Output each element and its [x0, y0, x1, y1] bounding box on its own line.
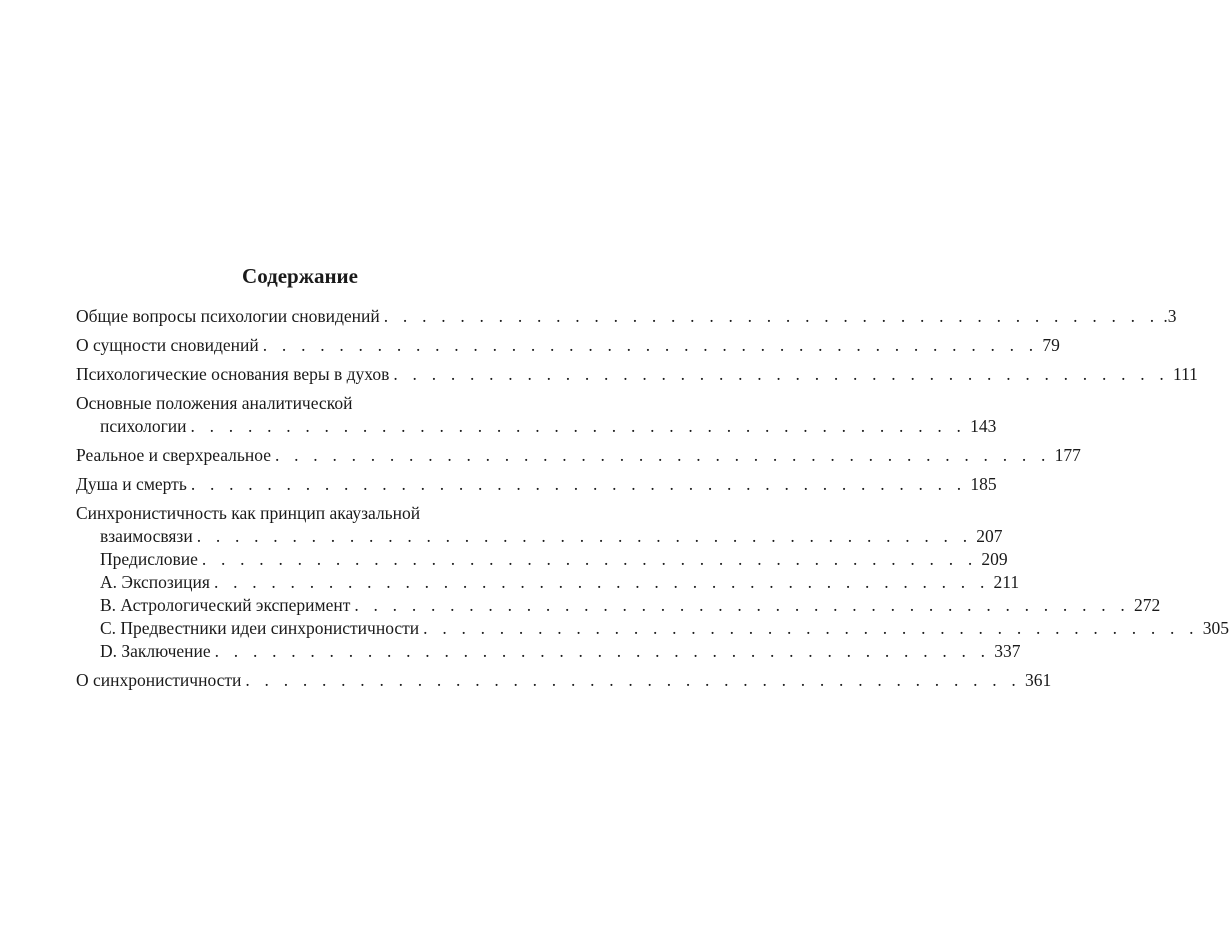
toc-entry-page: 211: [993, 572, 1020, 592]
toc-entry-label: О синхронистичности: [76, 670, 242, 690]
toc-entry[interactable]: [76, 473, 997, 496]
toc-entry-label: Психологические основания веры в духов: [76, 364, 390, 384]
toc-entry-page: 177: [1054, 445, 1081, 465]
toc-subentry[interactable]: [76, 640, 1021, 663]
toc-subentry[interactable]: [76, 594, 1161, 617]
toc-entry[interactable]: [76, 444, 1081, 467]
toc-subentry[interactable]: [76, 571, 1020, 594]
dot-leader: . . . . . . . . . . . . . . . . . . . . . . . . . . . . . . . . . . . . . . . . .: [245, 670, 1021, 690]
toc-entry[interactable]: [76, 363, 1198, 386]
dot-leader: . . . . . . . . . . . . . . . . . . . . . . . . . . . . . . . . . . . . . . . . .: [383, 306, 1160, 326]
toc-subentry[interactable]: [76, 617, 1229, 640]
dot-leader: . . . . . . . . . . . . . . . . . . . . . . . . . . . . . . . . . . . . . . . . .: [196, 526, 973, 546]
toc-entry-page: 272: [1133, 595, 1161, 615]
toc-entry-label: B. Астрологический эксперимент: [100, 595, 351, 615]
toc-entry-label: Основные положения аналитической: [76, 393, 353, 413]
toc-entry-label: О сущности сновидений: [76, 335, 259, 355]
toc-entry-page: 209: [981, 549, 1008, 569]
toc-entry-page: 143: [970, 416, 997, 436]
toc-entry-page: 305: [1202, 618, 1229, 638]
dot-leader: . . . . . . . . . . . . . . . . . . . . . . . . . . . . . . . . . . . . . . . . .: [393, 364, 1169, 384]
toc-entry[interactable]: [76, 669, 1052, 692]
toc-entry-label-continued: психологии: [100, 416, 187, 436]
toc-entry[interactable]: [76, 392, 997, 438]
table-of-contents: [76, 305, 1229, 692]
toc-entry-page: 79: [1042, 335, 1060, 355]
toc-entry-label-continued: взаимосвязи: [100, 526, 193, 546]
toc-entry-label: Общие вопросы психологии сновидений: [76, 306, 380, 326]
toc-entry[interactable]: [76, 502, 1003, 548]
toc-entry-page: 361: [1024, 670, 1052, 690]
toc-entry-page: 337: [994, 641, 1021, 661]
dot-leader: . . . . . . . . . . . . . . . . . . . . . . . . . . . . . . . . . . . . . . . . .: [354, 595, 1130, 615]
page-title: Содержание: [242, 264, 358, 288]
toc-entry-label: D. Заключение: [100, 641, 211, 661]
toc-entry[interactable]: [76, 334, 1060, 357]
toc-entry-label: A. Экспозиция: [100, 572, 210, 592]
dot-leader: . . . . . . . . . . . . . . . . . . . . . . . . . . . . . . . . . . . . . . . . .: [423, 618, 1199, 638]
dot-leader: . . . . . . . . . . . . . . . . . . . . . . . . . . . . . . . . . . . . . . . . .: [190, 474, 967, 494]
dot-leader: . . . . . . . . . . . . . . . . . . . . . . . . . . . . . . . . . . . . . . . . .: [214, 641, 991, 661]
dot-leader: . . . . . . . . . . . . . . . . . . . . . . . . . . . . . . . . . . . . . . . . .: [262, 335, 1039, 355]
toc-entry-page: 207: [976, 526, 1003, 546]
toc-entry[interactable]: [76, 305, 1177, 328]
dot-leader: . . . . . . . . . . . . . . . . . . . . . . . . . . . . . . . . . . . . . . . . .: [190, 416, 967, 436]
dot-leader: . . . . . . . . . . . . . . . . . . . . . . . . . . . . . . . . . . . . . . . . .: [275, 445, 1051, 465]
toc-entry-label: Душа и смерть: [76, 474, 187, 494]
toc-entry-label: Предисловие: [100, 549, 198, 569]
dot-leader: . . . . . . . . . . . . . . . . . . . . . . . . . . . . . . . . . . . . . . . . .: [213, 572, 990, 592]
toc-entry-label: C. Предвестники идеи синхронистичности: [100, 618, 420, 638]
dot-leader: . . . . . . . . . . . . . . . . . . . . . . . . . . . . . . . . . . . . . . . . .: [201, 549, 978, 569]
toc-subentry[interactable]: [76, 548, 1008, 571]
toc-entry-page: 185: [970, 474, 997, 494]
toc-entry-page: 111: [1172, 364, 1198, 384]
toc-entry-label: Реальное и сверхреальное: [76, 445, 271, 465]
toc-entry-label: Синхронистичность как принцип акаузальной: [76, 503, 421, 523]
toc-entry-page: .3: [1163, 306, 1177, 326]
